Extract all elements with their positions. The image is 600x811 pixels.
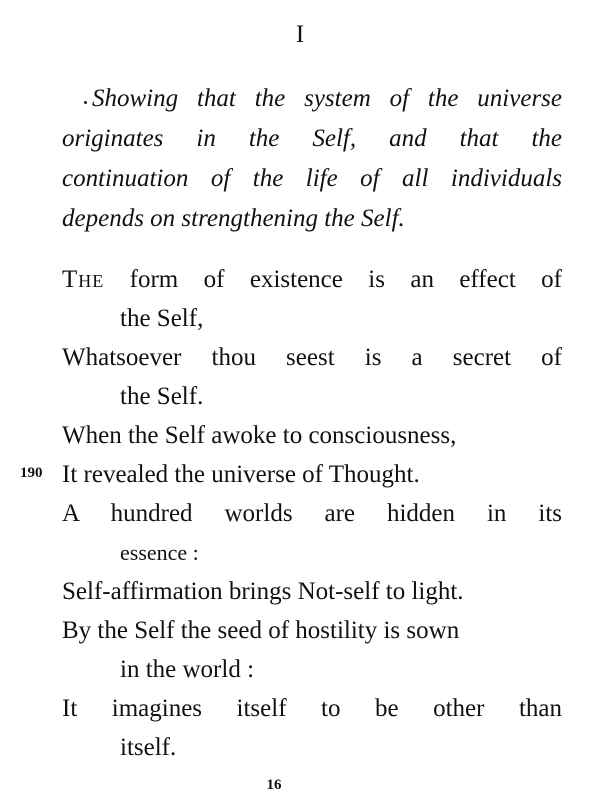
- verse-continuation: essence :: [120, 540, 199, 565]
- verse-continuation: the Self.: [120, 383, 204, 410]
- verse-line: When the Self awoke to consciousness,: [62, 422, 457, 449]
- poem-body: [62, 260, 562, 767]
- verse-continuation: itself.: [120, 734, 177, 761]
- opening-word: The: [62, 266, 105, 293]
- line-number-marker: 190: [20, 465, 43, 481]
- verse-line: It imagines itself to be other than: [62, 695, 562, 722]
- verse-line: By the Self the seed of hostility is sown: [62, 617, 460, 644]
- argument-line: originates in the Self, and that the: [62, 125, 562, 152]
- verse-continuation: in the world :: [120, 656, 255, 683]
- verse-line: A hundred worlds are hidden in its: [62, 500, 562, 527]
- chapter-argument: [62, 79, 562, 239]
- verse-line: [62, 260, 562, 299]
- argument-line: Showing that the system of the universe: [92, 85, 562, 112]
- page-number: 16: [266, 777, 282, 793]
- verse-text: form of existence is an effect of: [104, 266, 562, 293]
- verse-line: It revealed the universe of Thought.: [62, 461, 420, 488]
- argument-line: continuation of the life of all individuals: [62, 165, 562, 192]
- verse-continuation: the Self,: [120, 305, 204, 332]
- verse-line: Whatsoever thou seest is a secret of: [62, 344, 562, 371]
- verse-line: Self-affirmation brings Not-self to light.: [62, 578, 464, 605]
- chapter-number: I: [295, 21, 305, 48]
- argument-line: depends on strengthening the Self.: [62, 205, 405, 232]
